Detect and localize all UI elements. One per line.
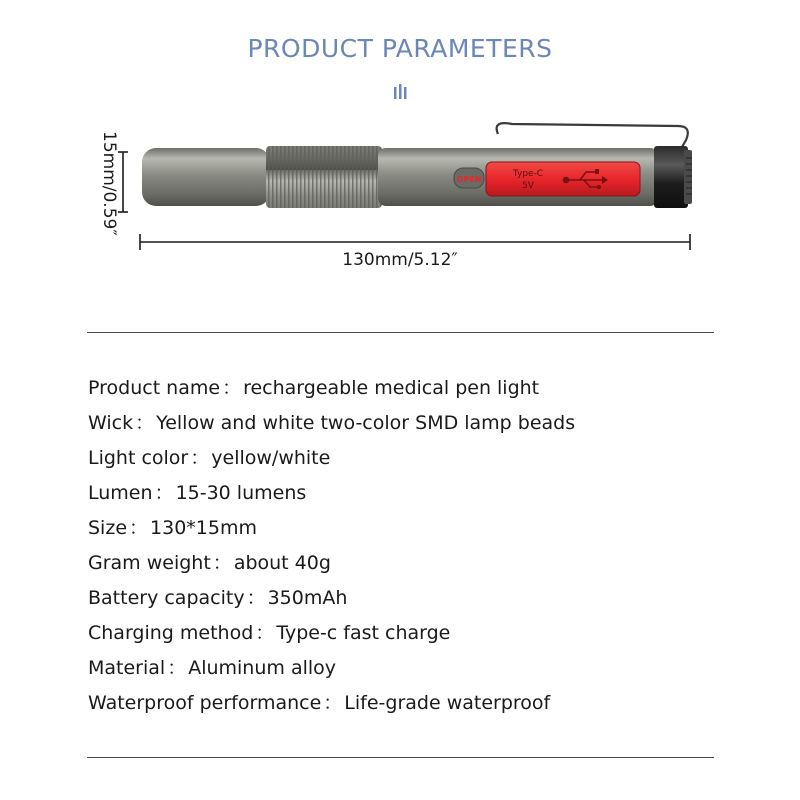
spec-separator: ：: [255, 622, 275, 644]
spec-separator: ：: [246, 587, 266, 609]
spec-row-wick: [88, 408, 728, 443]
height-dimension-line: [118, 152, 128, 212]
divider-bottom: [87, 757, 714, 758]
divider-top: [87, 332, 714, 333]
spec-separator: ：: [154, 482, 174, 504]
spec-separator: ：: [135, 412, 155, 434]
spec-value: 350mAh: [267, 587, 348, 609]
spec-value: Aluminum alloy: [188, 657, 337, 679]
spec-label: Battery capacity: [88, 587, 245, 609]
pen-grip: [266, 146, 382, 208]
spec-value: 130*15mm: [150, 517, 257, 539]
spec-label: Gram weight: [88, 552, 211, 574]
spec-label: Waterproof performance: [88, 692, 322, 714]
spec-label: Light color: [88, 447, 189, 469]
spec-row-size: [88, 513, 728, 548]
spec-separator: ：: [129, 517, 149, 539]
page-title: PRODUCT PARAMETERS: [247, 34, 553, 63]
spec-row-gram-weight: [88, 548, 728, 583]
spec-label: Material: [88, 657, 166, 679]
spec-value: yellow/white: [211, 447, 331, 469]
spec-row-charging-method: [88, 618, 728, 653]
spec-separator: ：: [167, 657, 187, 679]
spec-row-material: [88, 653, 728, 688]
spec-value: 15-30 lumens: [175, 482, 307, 504]
port-label-voltage: 5V: [522, 181, 534, 191]
button-label: OPEN: [456, 175, 482, 184]
spec-separator: ：: [323, 692, 343, 714]
spec-value: rechargeable medical pen light: [243, 377, 540, 399]
spec-label: Charging method: [88, 622, 254, 644]
spec-row-lumen: [88, 478, 728, 513]
spec-list: [88, 373, 728, 723]
spec-separator: ：: [212, 552, 232, 574]
title-decoration-icon: [392, 83, 410, 101]
spec-label: Product name: [88, 377, 221, 399]
spec-row-waterproof: [88, 688, 728, 723]
length-dimension-line: [140, 234, 690, 250]
port-label-type: Type-C: [512, 169, 544, 179]
spec-separator: ：: [222, 377, 242, 399]
spec-label: Size: [88, 517, 128, 539]
spec-row-light-color: [88, 443, 728, 478]
spec-separator: ：: [190, 447, 210, 469]
spec-row-battery-capacity: [88, 583, 728, 618]
height-dimension-label: 15mm/0.59″: [99, 130, 119, 236]
spec-value: Type-c fast charge: [276, 622, 451, 644]
spec-label: Lumen: [88, 482, 153, 504]
pen-body-rear: [142, 148, 270, 206]
length-dimension-label: 130mm/5.12″: [342, 250, 458, 270]
spec-value: Yellow and white two-color SMD lamp beads: [156, 412, 576, 434]
spec-value: about 40g: [233, 552, 331, 574]
spec-label: Wick: [88, 412, 134, 434]
spec-row-product-name: [88, 373, 728, 408]
pen-head-cap: [654, 146, 688, 208]
spec-value: Life-grade waterproof: [344, 692, 551, 714]
